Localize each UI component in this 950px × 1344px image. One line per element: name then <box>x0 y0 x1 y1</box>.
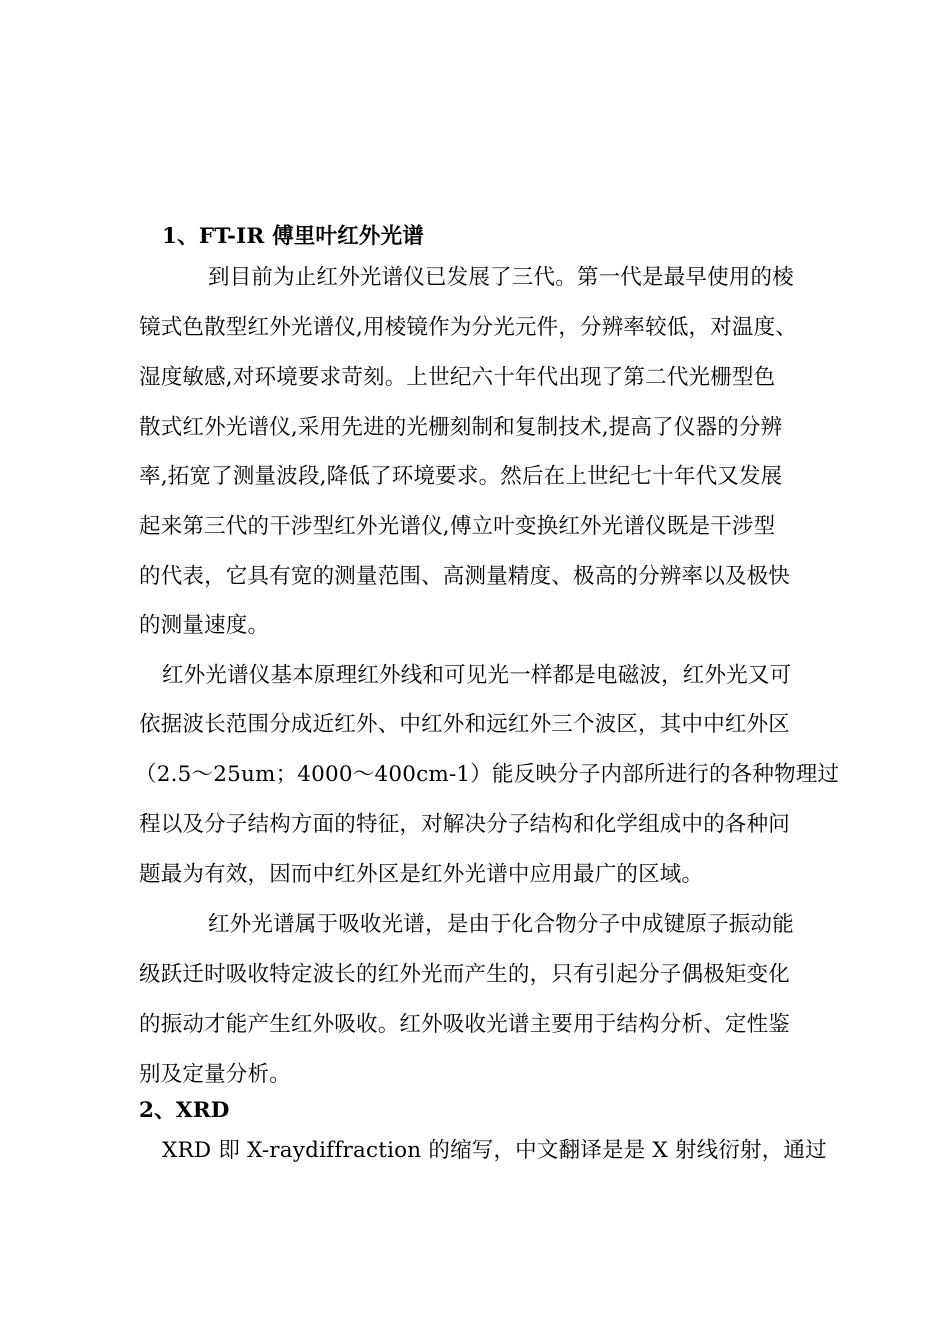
paragraph-line: （2.5～25um；4000～400cm-1）能反映分子内部所进行的各种物理过 <box>135 762 840 787</box>
paragraph-line: 程以及分子结构方面的特征，对解决分子结构和化学组成中的各种问 <box>139 812 791 837</box>
paragraph-line: 的测量速度。 <box>139 613 270 638</box>
section-heading-ftir: 1、FT-IR 傅里叶红外光谱 <box>162 224 424 249</box>
paragraph-line: 镜式色散型红外光谱仪,用棱镜作为分光元件，分辨率较低，对温度、 <box>139 315 798 340</box>
paragraph-line: 级跃迁时吸收特定波长的红外光而产生的，只有引起分子偶极矩变化 <box>139 962 791 987</box>
paragraph-line: 题最为有效，因而中红外区是红外光谱中应用最广的区域。 <box>139 862 704 887</box>
paragraph-line: 率,拓宽了测量波段,降低了环境要求。然后在上世纪七十年代又发展 <box>139 464 783 489</box>
paragraph-line: 红外光谱仪基本原理红外线和可见光一样都是电磁波，红外光又可 <box>162 663 792 688</box>
paragraph-line: 的振动才能产生红外吸收。红外吸收光谱主要用于结构分析、定性鉴 <box>139 1012 791 1037</box>
paragraph-line: 的代表，它具有宽的测量范围、高测量精度、极高的分辨率以及极快 <box>139 564 791 589</box>
section-heading-xrd: 2、XRD <box>139 1098 230 1123</box>
paragraph-line: XRD 即 X-raydiffraction 的缩写，中文翻译是是 X 射线衍射，通过 <box>162 1138 827 1163</box>
paragraph-line: 散式红外光谱仪,采用先进的光栅刻制和复制技术,提高了仪器的分辨 <box>139 415 783 440</box>
paragraph-line: 到目前为止红外光谱仪已发展了三代。第一代是最早使用的棱 <box>208 265 794 290</box>
paragraph-line: 依据波长范围分成近红外、中红外和远红外三个波区，其中中红外区 <box>139 712 791 737</box>
paragraph-line: 别及定量分析。 <box>139 1062 291 1087</box>
paragraph-line: 红外光谱属于吸收光谱，是由于化合物分子中成键原子振动能 <box>208 912 794 937</box>
paragraph-line: 起来第三代的干涉型红外光谱仪,傅立叶变换红外光谱仪既是干涉型 <box>139 514 776 539</box>
paragraph-line: 湿度敏感,对环境要求苛刻。上世纪六十年代出现了第二代光栅型色 <box>139 365 776 390</box>
